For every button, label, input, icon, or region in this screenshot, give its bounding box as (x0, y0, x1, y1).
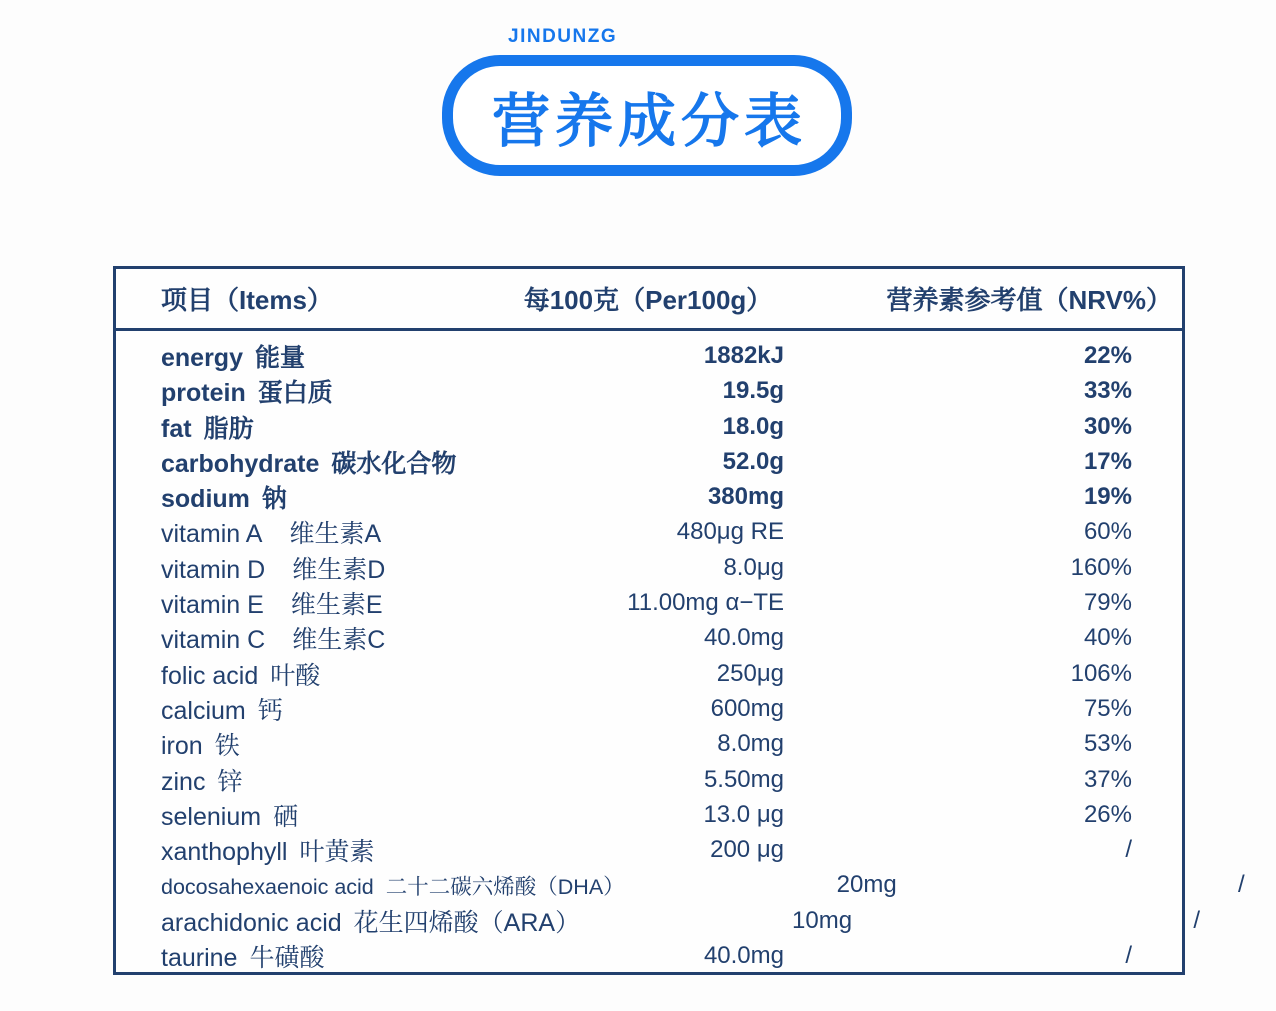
item-name-cn: 硒 (273, 802, 299, 831)
table-header-row (116, 269, 1182, 331)
item-nrv: / (1125, 836, 1132, 864)
item-name-cn: 维生素C (292, 626, 386, 655)
item-amount: 250μg (716, 659, 784, 687)
column-header-items: 项目（Items） (161, 285, 333, 315)
item-name-en: vitamin A (161, 520, 263, 549)
item-nrv: 40% (1083, 624, 1132, 652)
item-name-en: fat (161, 414, 192, 443)
item-name-cn: 牛磺酸 (249, 944, 325, 973)
table-row (116, 832, 1182, 867)
table-row (116, 797, 1182, 832)
table-row (116, 585, 1182, 620)
item-name (116, 656, 512, 692)
item-name (116, 620, 512, 656)
item-name (116, 870, 625, 901)
item-amount: 200 μg (710, 836, 784, 864)
item-name (116, 373, 512, 409)
item-name (116, 903, 580, 939)
item-name-cn: 锌 (217, 767, 243, 796)
item-nrv: 60% (1083, 518, 1132, 546)
item-nrv: / (1238, 871, 1245, 899)
item-name-en: iron (161, 732, 203, 761)
item-name-cn: 能量 (254, 344, 305, 372)
item-name (116, 585, 512, 621)
item-name-cn: 钙 (257, 696, 283, 725)
item-name-cn: 碳水化合物 (331, 449, 457, 478)
item-nrv: 37% (1083, 765, 1132, 793)
item-name (116, 832, 512, 868)
item-nrv: / (1193, 906, 1201, 934)
item-name-en: taurine (161, 944, 238, 973)
item-amount: 1882kJ (703, 342, 784, 369)
table-row (116, 338, 1182, 373)
item-nrv: / (1125, 942, 1132, 970)
table-row (116, 550, 1182, 585)
item-name-en: carbohydrate (161, 449, 320, 478)
item-amount: 600mg (710, 694, 784, 722)
item-nrv: 30% (1083, 412, 1132, 440)
item-name-cn: 维生素D (292, 555, 386, 584)
item-name-cn: 叶黄素 (299, 838, 375, 867)
title-badge (442, 55, 852, 176)
table-row (116, 867, 1245, 902)
item-name-en: sodium (161, 485, 250, 514)
item-name-en: vitamin E (161, 591, 264, 620)
item-nrv: 22% (1083, 342, 1132, 369)
item-amount: 19.5g (722, 377, 784, 405)
table-row (116, 691, 1182, 726)
item-nrv: 17% (1083, 447, 1132, 475)
table-row (116, 444, 1182, 479)
item-name-en: vitamin C (161, 626, 266, 655)
item-amount: 20mg (836, 871, 897, 899)
item-name-cn: 脂肪 (203, 414, 254, 443)
item-name-en: folic acid (161, 661, 259, 690)
item-amount: 13.0 μg (703, 800, 784, 828)
item-name (116, 409, 512, 445)
table-row (116, 903, 1201, 938)
table-row (116, 409, 1182, 444)
item-name (116, 338, 512, 374)
item-amount: 8.0μg (723, 553, 784, 581)
table-row (116, 620, 1182, 655)
item-name-en: calcium (161, 696, 246, 725)
item-name-cn: 叶酸 (270, 661, 321, 690)
item-nrv: 19% (1083, 483, 1132, 511)
item-name-en: arachidonic acid (161, 908, 342, 937)
table-row (116, 479, 1182, 514)
brand-text: JINDUNZG (508, 26, 618, 47)
item-name-en: energy (161, 344, 243, 372)
item-nrv: 79% (1083, 589, 1132, 617)
item-amount: 11.00mg α−TE (627, 589, 784, 617)
item-amount: 480μg RE (676, 518, 784, 546)
item-name-en: vitamin D (161, 555, 266, 584)
item-name (116, 550, 512, 586)
item-nrv: 160% (1070, 553, 1132, 581)
item-amount: 40.0mg (703, 624, 784, 652)
item-amount: 10mg (792, 906, 853, 934)
item-name-cn: 铁 (214, 732, 240, 761)
item-name-cn: 蛋白质 (257, 379, 333, 408)
table-row (116, 373, 1182, 408)
item-name (116, 691, 512, 727)
item-name-en: zinc (161, 767, 206, 796)
item-name-en: selenium (161, 802, 262, 831)
item-name-cn: 二十二碳六烯酸（DHA） (385, 874, 625, 899)
page-title: 营养成分表 (491, 88, 807, 154)
item-name-cn: 维生素A (289, 520, 382, 549)
item-amount: 8.0mg (717, 730, 784, 758)
item-nrv: 106% (1070, 659, 1132, 687)
table-body (116, 331, 1245, 973)
table-row (116, 938, 1182, 973)
item-name (116, 444, 512, 480)
nutrition-table (113, 266, 1245, 975)
item-name-en: protein (161, 379, 246, 408)
item-amount: 52.0g (722, 447, 784, 475)
item-name-cn: 维生素E (290, 591, 383, 620)
item-amount: 40.0mg (703, 942, 784, 970)
item-nrv: 26% (1083, 800, 1132, 828)
item-name (116, 479, 512, 515)
item-nrv: 75% (1083, 694, 1132, 722)
item-nrv: 33% (1083, 377, 1132, 405)
item-amount: 380mg (707, 483, 784, 511)
table-row (116, 762, 1182, 797)
item-name-cn: 钠 (261, 485, 287, 514)
item-name-en: docosahexaenoic acid (161, 874, 374, 899)
item-amount: 18.0g (722, 412, 784, 440)
item-name (116, 762, 512, 798)
table-row (116, 514, 1182, 549)
item-name (116, 797, 512, 833)
table-row (116, 656, 1182, 691)
item-name (116, 514, 512, 550)
item-name (116, 938, 512, 974)
item-name-cn: 花生四烯酸（ARA） (353, 908, 581, 937)
item-amount: 5.50mg (703, 765, 784, 793)
column-header-nrv: 营养素参考值（NRV%） (886, 285, 1172, 315)
item-nrv: 53% (1083, 730, 1132, 758)
item-name (116, 726, 512, 762)
item-name-en: xanthophyll (161, 838, 288, 867)
column-header-per100g: 每100克（Per100g） (523, 285, 773, 315)
table-row (116, 726, 1182, 761)
